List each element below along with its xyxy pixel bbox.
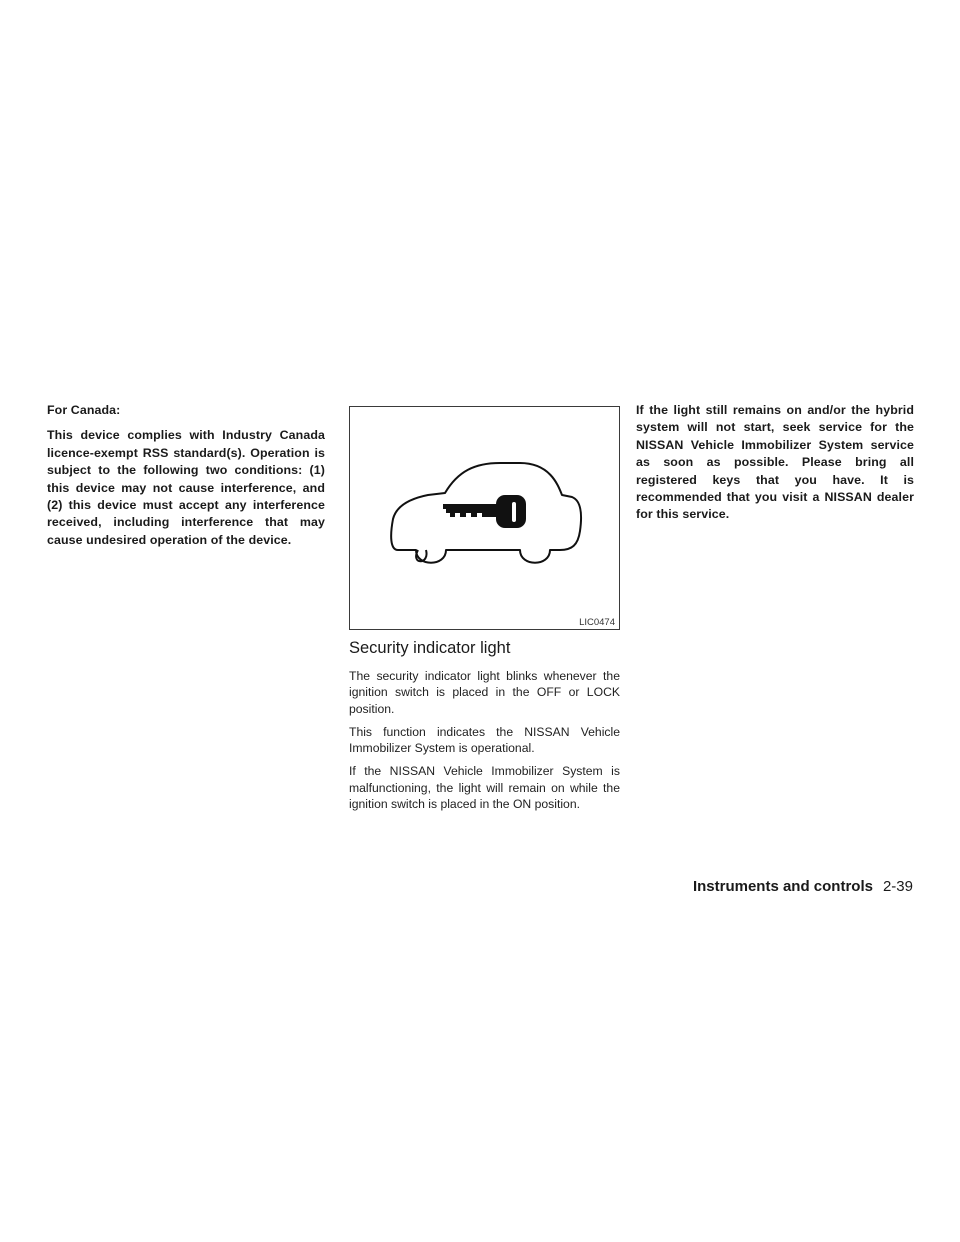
section-title: Security indicator light	[349, 639, 511, 657]
right-column	[636, 402, 914, 532]
security-indicator-figure	[349, 406, 620, 630]
car-with-key-icon	[350, 407, 619, 629]
page-footer	[693, 878, 913, 895]
canada-compliance-paragraph: This device complies with Industry Canada licence-exempt RSS standard(s). Operation is subject to the following two conditions: (1) this device may not cause interference, and (2) this device must accept any interference received, including interference that may cause undesired operation of the device.	[47, 428, 325, 547]
left-column	[47, 402, 325, 557]
section-paragraph-2: This function indicates the NISSAN Vehicle Immobilizer System is operational.	[349, 724, 620, 756]
section-paragraph-3: If the NISSAN Vehicle Immobilizer System is malfunctioning, the light will remain on while the ignition switch is placed in the ON position.	[349, 764, 620, 812]
canada-heading: For Canada:	[47, 403, 121, 417]
figure-code: LIC0474	[579, 617, 615, 628]
middle-column	[349, 406, 620, 819]
service-paragraph: If the light still remains on and/or the hybrid system will not start, seek service for the NISSAN Vehicle Immobilizer System service as soon as possible. Please bring all registered keys that you have. It is recommended that you visit a NISSAN dealer for this service.	[636, 403, 914, 522]
page-number: 2-39	[882, 878, 913, 895]
section-paragraph-1: The security indicator light blinks whenever the ignition switch is placed in the OFF or LOCK position.	[349, 669, 620, 716]
chapter-title: Instruments and controls	[692, 878, 873, 895]
